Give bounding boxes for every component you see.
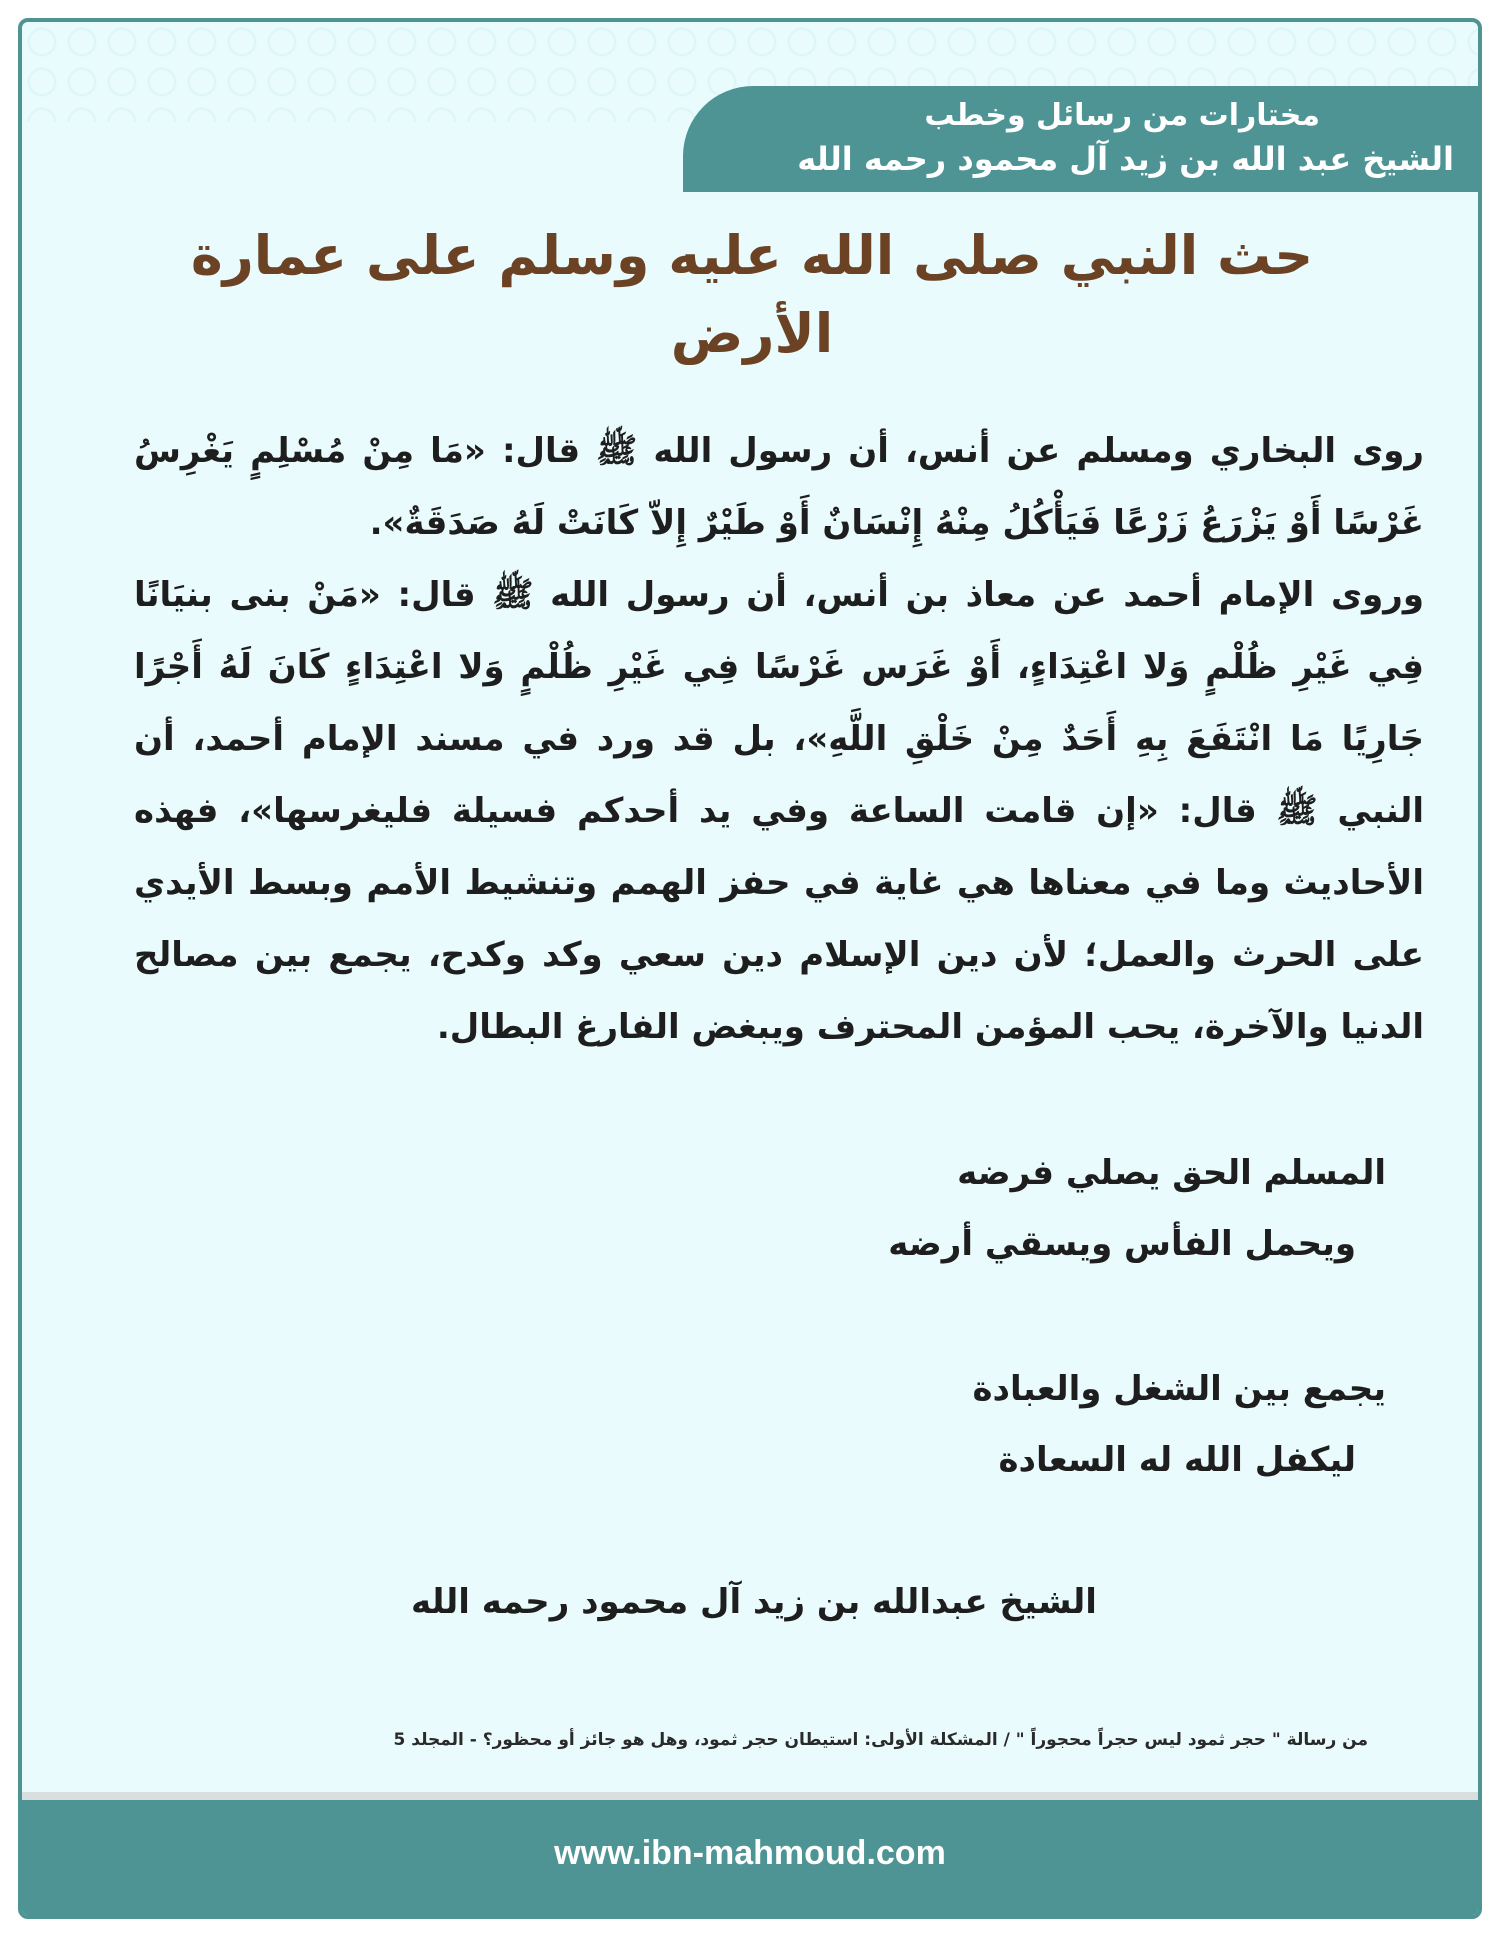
page-title: حث النبي صلى الله عليه وسلم على عمارة الأرض: [190, 224, 1314, 365]
footer-bar: [22, 1792, 1478, 1919]
verse-line-1: المسلم الحق يصلي فرضه: [957, 1153, 1386, 1193]
header-collection-title: مختارات من رسائل وخطب: [924, 98, 1320, 133]
website-link[interactable]: www.ibn-mahmoud.com: [554, 1834, 946, 1872]
header-banner: [683, 86, 1478, 192]
author-signature: الشيخ عبدالله بن زيد آل محمود رحمه الله: [411, 1582, 1097, 1622]
page-frame: [18, 18, 1482, 1919]
verse-line-4: ليكفل الله له السعادة: [998, 1440, 1356, 1480]
source-citation: من رسالة " حجر ثمود ليس حجراً محجوراً " / المشكلة الأولى: استيطان حجر ثمود، وهل هو جائز أو محظور؟ - المجلد 5: [393, 1730, 1368, 1750]
verse-line-2: ويحمل الفأس ويسقي أرضه: [888, 1224, 1356, 1264]
article-body: [134, 415, 1424, 1063]
paragraph-hadith-1: روى البخاري ومسلم عن أنس، أن رسول الله ﷺ قال: «مَا مِنْ مُسْلِمٍ يَغْرِسُ غَرْسًا أَوْ يَزْرَعُ زَرْعًا فَيَأْكُلُ مِنْهُ إِنْسَانٌ أَوْ طَيْرٌ إِلاّ كَانَتْ لَهُ صَدَقَةٌ».: [134, 431, 1424, 543]
paragraph-hadith-2: وروى الإمام أحمد عن معاذ بن أنس، أن رسول الله ﷺ قال: «مَنْ بنى بنيَانًا فِي غَيْرِ ظُلْمٍ وَلا اعْتِدَاءٍ، أَوْ غَرَس غَرْسًا فِي غَيْرِ ظُلْمٍ وَلا اعْتِدَاءٍ كَانَ لَهُ أَجْرًا جَارِيًا مَا انْتَفَعَ بِهِ أَحَدٌ مِنْ خَلْقِ اللَّهِ»، بل قد ورد في مسند الإمام أحمد، أن النبي ﷺ قال: «إن قامت الساعة وفي يد أحدكم فسيلة فليغرسها»، فهذه الأحاديث وما في معناها هي غاية في حفز الهمم وتنشيط الأمم وبسط الأيدي على الحرث والعمل؛ لأن دين الإسلام دين سعي وكد وكدح، يجمع بين مصالح الدنيا والآخرة، يحب المؤمن المحترف ويبغض الفارغ البطال.: [134, 575, 1424, 1047]
verse-line-3: يجمع بين الشغل والعبادة: [972, 1369, 1386, 1409]
header-author-name: الشيخ عبد الله بن زيد آل محمود رحمه الله: [797, 140, 1454, 178]
